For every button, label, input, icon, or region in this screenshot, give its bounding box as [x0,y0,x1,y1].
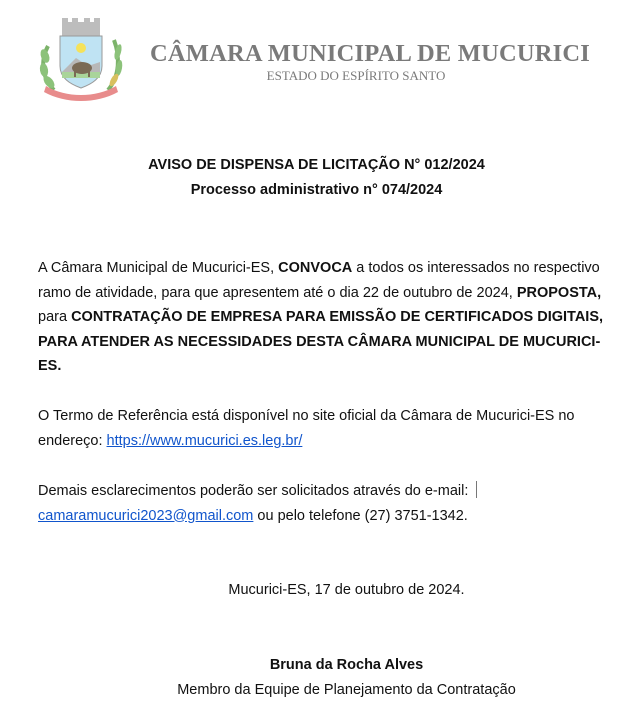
municipal-coat-of-arms-icon [36,16,126,102]
website-link[interactable]: https://www.mucurici.es.leg.br/ [106,432,303,449]
place-date: Mucurici-ES, 17 de outubro de 2024. [228,582,465,598]
text-cursor [476,481,477,498]
bold-convoca: CONVOCA [278,260,353,276]
text: a todos os interessados no respectivo ramo de atividade, para que apresentem até o dia 22 de outubro de 2024, [38,260,600,301]
signer-role: Membro da Equipe de Planejamento da Contratação [177,682,516,698]
text: A Câmara Municipal de Mucurici-ES, [38,260,279,276]
institution-subtitle: ESTADO DO ESPÍRITO SANTO [266,68,446,83]
text: ou pelo telefone (27) 3751-1342. [253,507,468,524]
signer-name: Bruna da Rocha Alves [269,657,424,673]
convocation-paragraph [38,256,608,379]
bold-object: CONTRATAÇÃO DE EMPRESA PARA EMISSÃO DE CERTIFICADOS DIGITAIS, PARA ATENDER AS NECESSIDADES DESTA CÂMARA MUNICIPAL DE MUCURICI-ES. [38,309,604,374]
text: Demais esclarecimentos poderão ser solicitados através do e-mail: [38,483,473,499]
notice-title: AVISO DE DISPENSA DE LICITAÇÃO N° 012/2024 [148,157,485,173]
contact-paragraph [38,479,608,528]
institution-title: CÂMARA MUNICIPAL DE MUCURICI [150,40,591,67]
text: O Termo de Referência está disponível no site oficial da Câmara de Mucurici-ES no endereço: [38,408,575,449]
email-link[interactable]: camaramucurici2023@gmail.com [38,507,254,524]
process-number: Processo administrativo n° 074/2024 [190,182,443,198]
bold-proposta: PROPOSTA, [516,284,602,301]
text: para [38,309,72,325]
reference-paragraph [38,404,608,453]
